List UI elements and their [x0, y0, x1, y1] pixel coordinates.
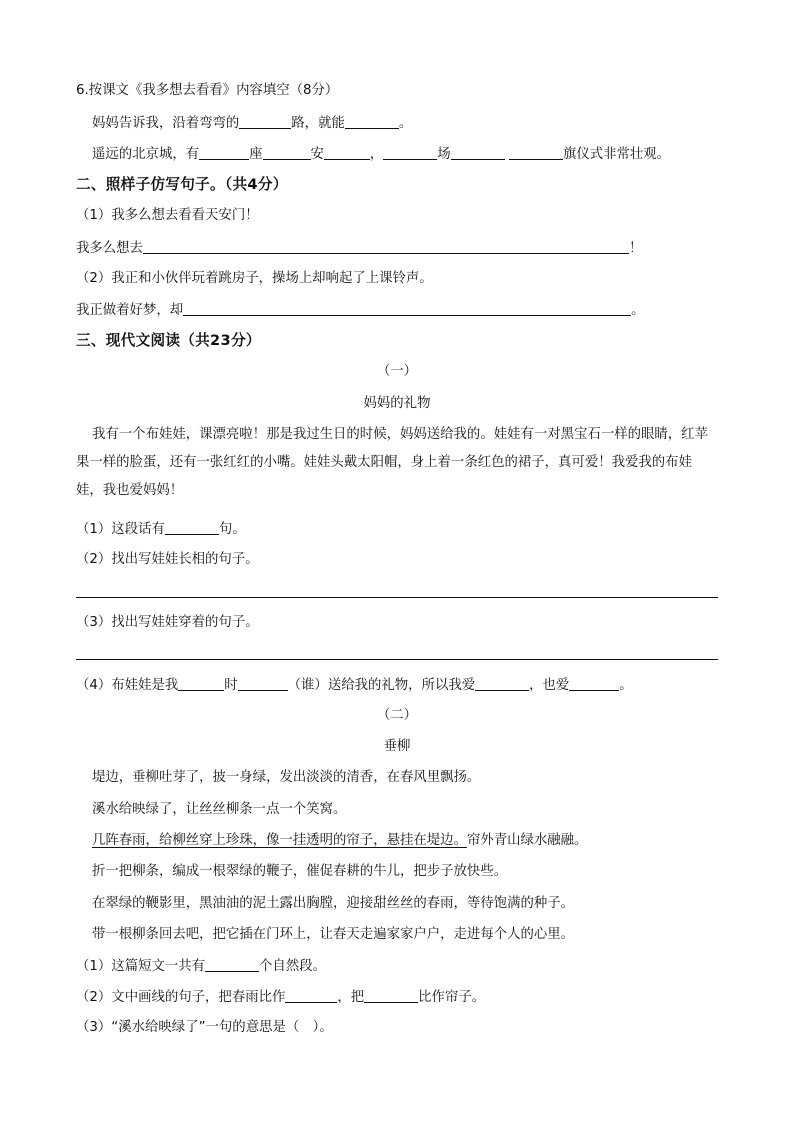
q6-line-1 [92, 113, 412, 134]
p2-question-1 [76, 956, 326, 977]
blank[interactable] [475, 675, 529, 691]
blank[interactable] [263, 144, 311, 160]
passage-1-number: （一） [376, 364, 418, 379]
p1-q4-text-a: （4）布娃娃是我 [76, 678, 179, 693]
q6-l1-text-c: 。 [398, 116, 413, 131]
p1-question-1 [76, 519, 246, 540]
sec2-example-1: （1）我多么想去看看天安门！ [76, 208, 259, 223]
blank[interactable] [383, 144, 437, 160]
blank[interactable] [205, 956, 259, 972]
p1-q1-text-b: 句。 [218, 522, 246, 537]
blank[interactable] [451, 144, 505, 160]
passage-1-text: 我有一个布娃娃，课漂亮啦！那是我过生日的时候，妈妈送给我的。娃娃有一对黑宝石一样的眼睛，红苹果一样的脸蛋，还有一张红红的小嘴。娃娃头戴太阳帽，身上着一条红色的裙子，真可爱！我爱我的布娃娃，我也爱妈妈！ [76, 427, 708, 498]
blank[interactable] [509, 144, 563, 160]
sec2-ans1-prefix: 我多么想去 [76, 241, 143, 256]
q6-l2-text-a: 遥远的北京城，有 [92, 147, 200, 162]
p1-question-2: （2）找出写娃娃长相的句子。 [76, 552, 259, 567]
passage-2-para-3 [92, 831, 587, 851]
p1-q4-text-e: 。 [619, 678, 633, 693]
sec2-ans2-prefix: 我正做着好梦，却 [76, 303, 184, 318]
p2-question-2 [76, 987, 485, 1008]
passage-2-title: 垂柳 [383, 739, 411, 754]
passage-2-para-5: 在翠绿的鞭影里，黑油油的泥土露出胸膛，迎接甜丝丝的春雨，等待饱满的种子。 [92, 896, 575, 911]
p2-q1-text-a: （1）这篇短文一共有 [76, 959, 206, 974]
p2-q2-text-a: （2）文中画线的句子，把春雨比作 [76, 990, 286, 1005]
p1-q1-text-a: （1）这段话有 [76, 522, 165, 537]
q6-title: 6.按课文《我多想去看看》内容填空（8分） [76, 83, 339, 98]
blank[interactable] [569, 675, 619, 691]
p1-q4-text-b: 时 [224, 678, 238, 693]
q6-l2-text-d: ， [369, 147, 384, 162]
passage-2-number: （二） [376, 708, 418, 723]
answer-line[interactable] [183, 300, 631, 316]
q6-l1-text-b: 路，就能 [291, 116, 345, 131]
p2-q2-text-c: 比作帘子。 [418, 990, 486, 1005]
answer-line[interactable] [76, 597, 718, 598]
sec2-example-2: （2）我正和小伙伴玩着跳房子，操场上却响起了上课铃声。 [76, 271, 433, 286]
underlined-sentence: 几阵春雨，给柳丝穿上珍珠，像一挂透明的帘子，悬挂在堤边。 [92, 833, 467, 848]
q6-l1-text-a: 妈妈告诉我，沿着弯弯的 [92, 116, 240, 131]
blank[interactable] [324, 144, 370, 160]
p2-question-3: （3）“溪水给映绿了”一句的意思是（ ）。 [76, 1020, 333, 1035]
p1-question-3: （3）找出写娃娃穿着的句子。 [76, 615, 259, 630]
sec2-ans1-suffix: ！ [628, 241, 643, 256]
p1-q4-text-c: （谁）送给我的礼物，所以我爱 [287, 678, 476, 693]
q6-l2-text-f: 旗仪式非常壮观。 [562, 147, 671, 162]
passage-2-para-4: 折一把柳条，编成一根翠绿的鞭子，催促春耕的牛儿，把步子放快些。 [92, 864, 508, 879]
blank[interactable] [239, 113, 291, 129]
q6-line-2 [92, 144, 670, 165]
p1-question-4 [76, 675, 633, 696]
p2-q2-text-b: ，把 [337, 990, 365, 1005]
blank[interactable] [238, 675, 288, 691]
passage-2-para-6: 带一根柳条回去吧，把它插在门环上，让春天走遍家家户户，走进每个人的心里。 [92, 927, 575, 942]
blank[interactable] [178, 675, 224, 691]
passage-2-para-2: 溪水给映绿了，让丝丝柳条一点一个笑窝。 [92, 802, 347, 817]
sec2-ans2-suffix: 。 [631, 303, 645, 318]
section-2-heading: 二、照样子仿写句子。（共4分） [76, 176, 288, 193]
passage-2-para-1: 堤边，垂柳吐芽了，披一身绿，发出淡淡的清香，在春风里飘扬。 [92, 770, 481, 785]
answer-line[interactable] [76, 659, 718, 660]
blank[interactable] [199, 144, 249, 160]
p1-q4-text-d: ，也爱 [529, 678, 570, 693]
section-3-heading: 三、现代文阅读（共23分） [76, 332, 261, 349]
q6-l2-text-b: 座 [249, 147, 263, 162]
blank[interactable] [345, 113, 399, 129]
blank[interactable] [364, 987, 418, 1003]
q6-l2-text-c: 安 [310, 147, 324, 162]
q6-l2-text-e: 场 [437, 147, 451, 162]
sec2-answer-2 [76, 300, 645, 321]
sec2-answer-1 [76, 238, 642, 259]
answer-line[interactable] [143, 238, 629, 254]
p2-q1-text-b: 个自然段。 [259, 959, 326, 974]
passage-1-title: 妈妈的礼物 [363, 396, 431, 411]
blank[interactable] [285, 987, 337, 1003]
para-3-rest: 帘外青山绿水融融。 [466, 833, 588, 848]
blank[interactable] [165, 519, 219, 535]
